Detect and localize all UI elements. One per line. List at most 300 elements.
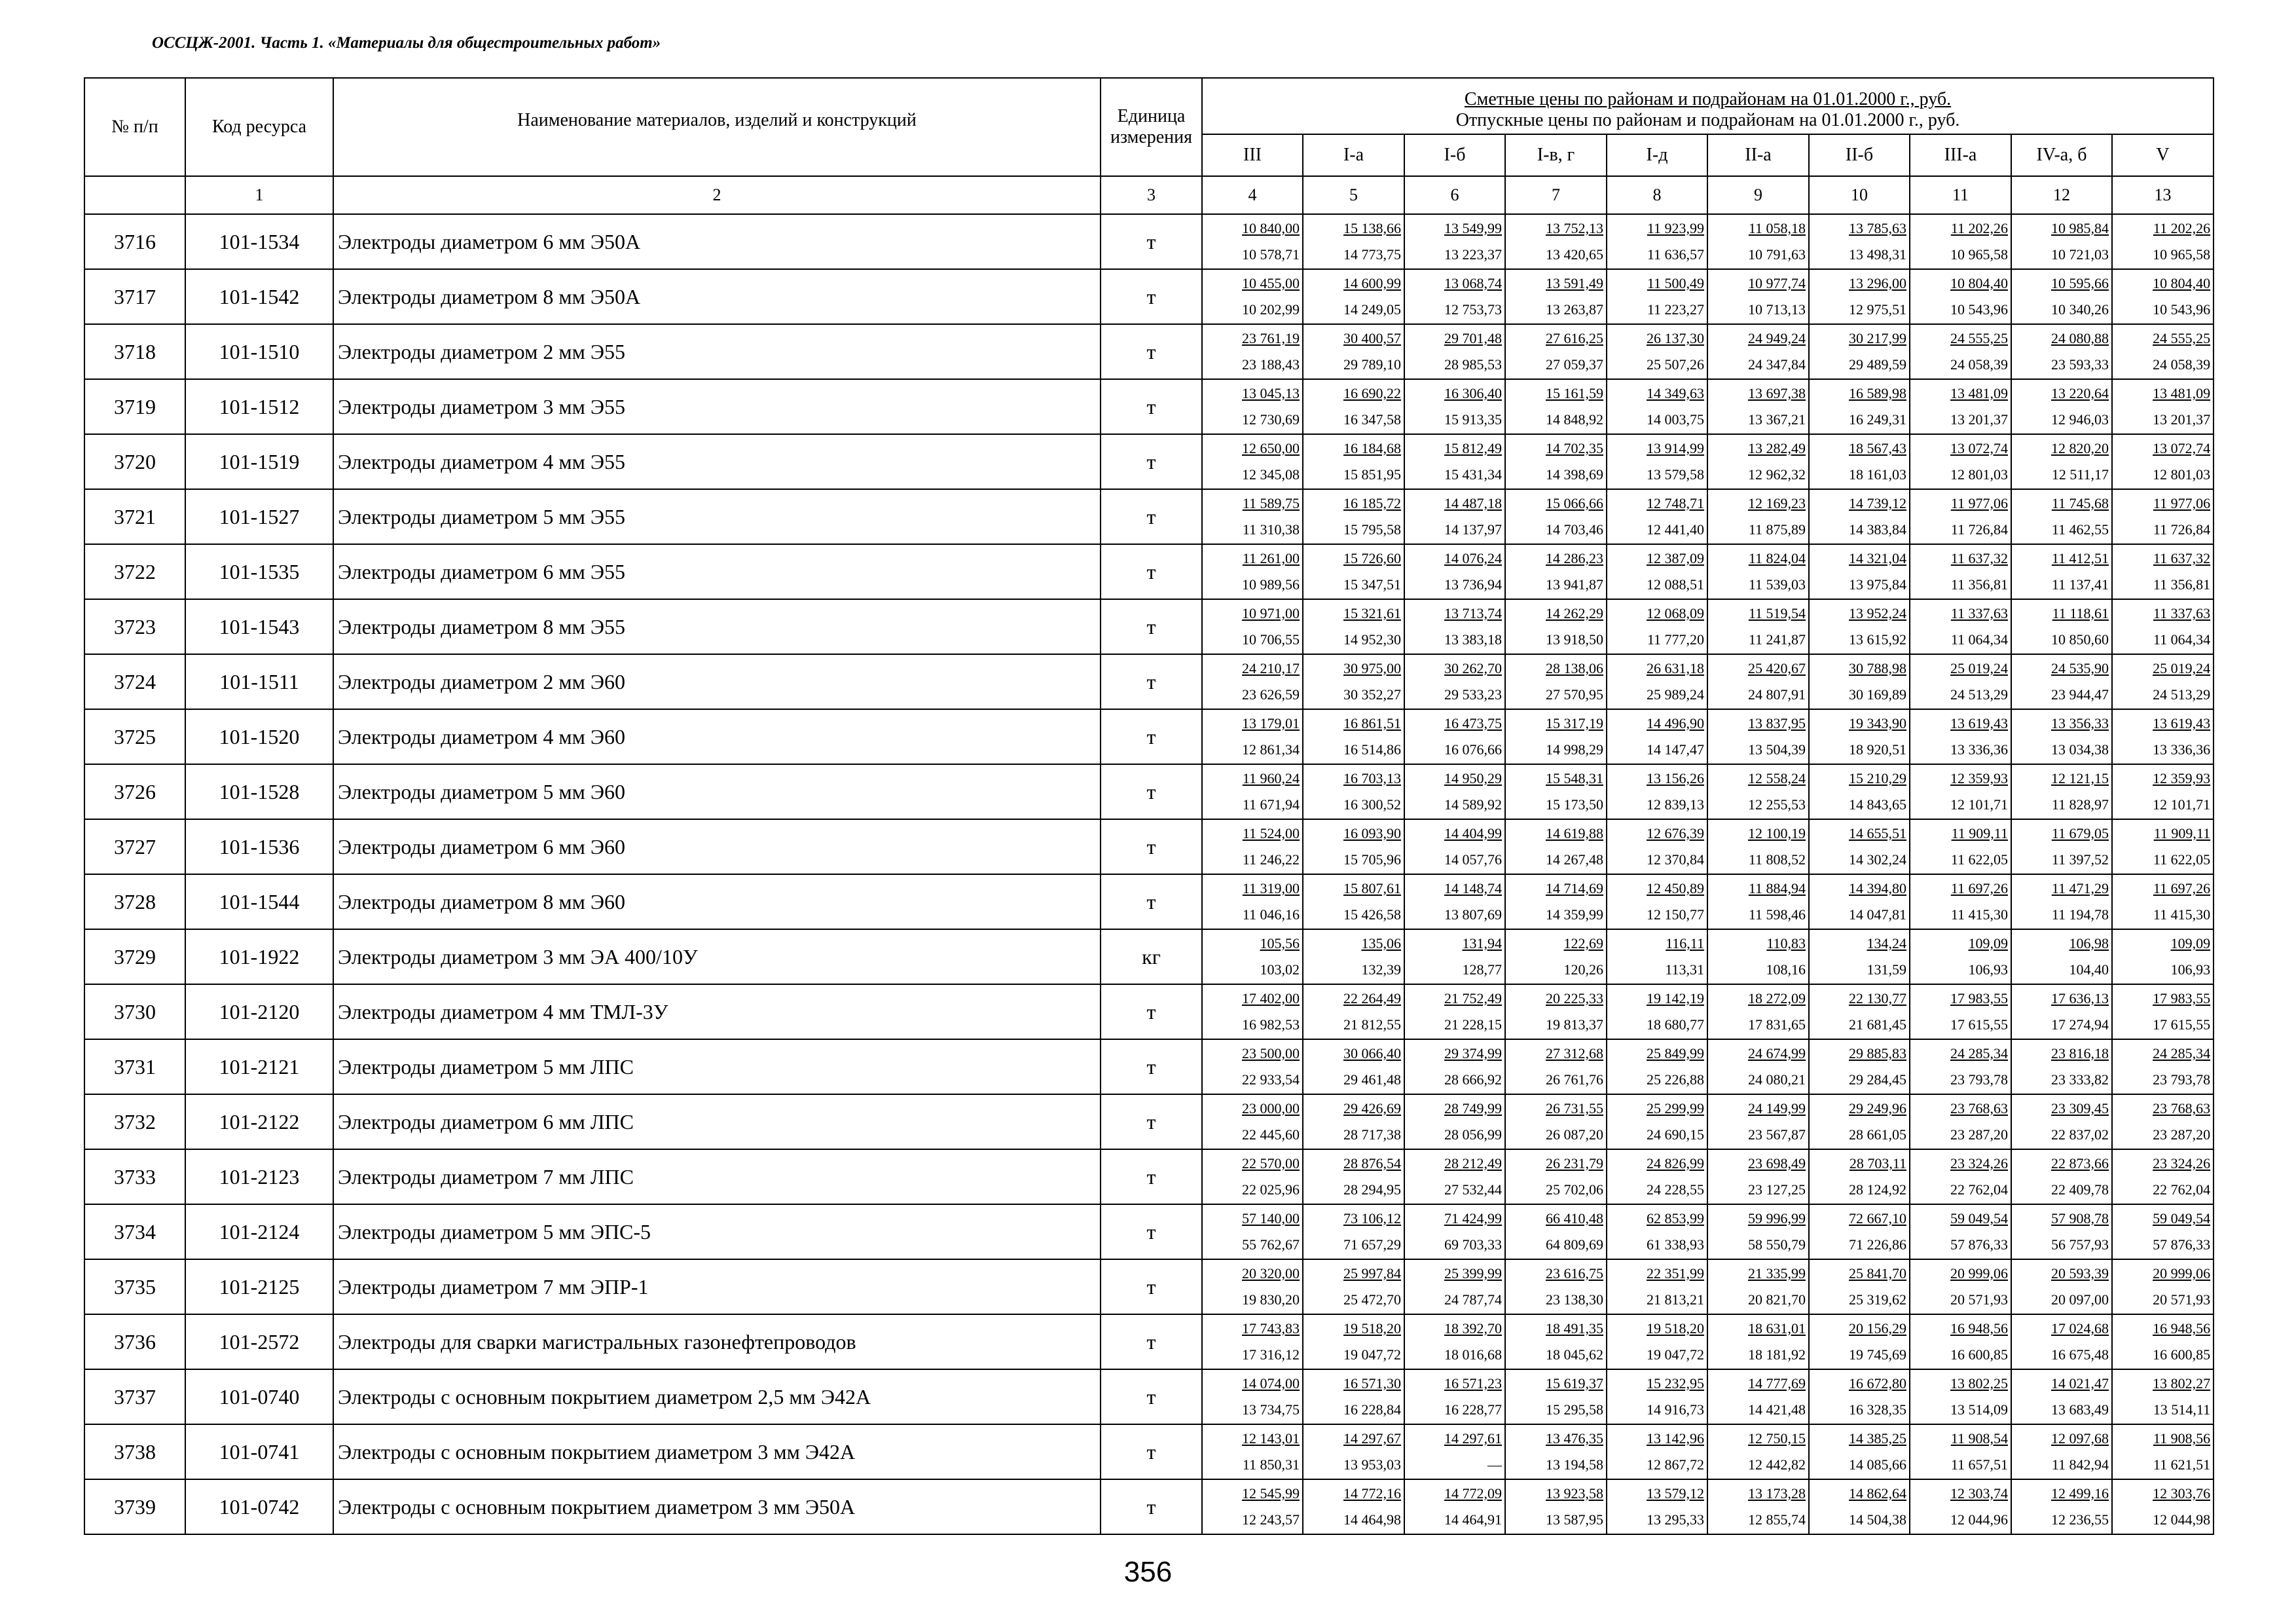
unit-of-measure: т — [1101, 1479, 1202, 1534]
material-name: Электроды диаметром 5 мм ЛПС — [333, 1039, 1101, 1094]
estimate-price: 19 518,20 — [1343, 1320, 1401, 1337]
price-cell — [1910, 654, 2011, 709]
release-price: 55 762,67 — [1242, 1236, 1300, 1253]
release-price: 13 941,87 — [1546, 576, 1603, 593]
estimate-price: 15 232,95 — [1647, 1375, 1704, 1392]
price-cell — [1505, 874, 1607, 929]
release-price: 13 683,49 — [2051, 1401, 2109, 1418]
table-row — [84, 764, 2214, 819]
column-number: 9 — [1707, 176, 1809, 214]
release-price: 17 274,94 — [2051, 1016, 2109, 1033]
release-price: 64 809,69 — [1546, 1236, 1603, 1253]
price-cell — [1707, 324, 1809, 379]
release-price: 12 101,71 — [1950, 796, 2008, 813]
release-price: 12 946,03 — [2051, 411, 2109, 428]
price-cell — [2011, 544, 2112, 599]
price-cell — [1505, 269, 1607, 324]
estimate-price: 11 977,06 — [1950, 495, 2008, 511]
price-cell — [2011, 1204, 2112, 1259]
price-cell — [1202, 1204, 1303, 1259]
price-cell — [2112, 1314, 2214, 1369]
estimate-price: 72 667,10 — [1849, 1210, 1906, 1227]
release-price: 11 539,03 — [1748, 576, 1806, 593]
estimate-price: 12 303,74 — [1950, 1485, 2008, 1502]
estimate-price: 13 481,09 — [1950, 385, 2008, 401]
release-price: 22 933,54 — [1242, 1071, 1300, 1088]
estimate-price: 16 690,22 — [1343, 385, 1401, 401]
estimate-price: 57 140,00 — [1242, 1210, 1300, 1227]
release-price: 13 504,39 — [1748, 741, 1806, 758]
column-number: 3 — [1101, 176, 1202, 214]
price-cell — [2011, 1094, 2112, 1149]
estimate-price: 11 471,29 — [2051, 880, 2109, 896]
estimate-price: 71 424,99 — [1444, 1210, 1502, 1227]
release-price: 29 489,59 — [1849, 356, 1906, 373]
price-cell — [1707, 1259, 1809, 1314]
release-price: 11 726,84 — [2153, 521, 2211, 538]
price-cell — [1202, 544, 1303, 599]
release-price: 13 194,58 — [1546, 1456, 1603, 1473]
release-price: 13 615,92 — [1849, 631, 1906, 648]
estimate-price: 134,24 — [1867, 935, 1906, 951]
release-price: 13 201,37 — [2153, 411, 2211, 428]
price-cell — [2112, 324, 2214, 379]
estimate-price: 23 816,18 — [2051, 1045, 2109, 1061]
price-cell — [2112, 1149, 2214, 1204]
price-cell — [1809, 1369, 1910, 1424]
price-cell — [1404, 709, 1505, 764]
unit-of-measure: кг — [1101, 929, 1202, 984]
release-price: 20 821,70 — [1748, 1291, 1806, 1308]
resource-code: 101-1535 — [185, 544, 333, 599]
table-row — [84, 874, 2214, 929]
estimate-price: 20 156,29 — [1849, 1320, 1906, 1337]
price-cell — [1707, 544, 1809, 599]
release-price: 14 703,46 — [1546, 521, 1603, 538]
price-cell — [1707, 1369, 1809, 1424]
estimate-price: 106,98 — [2069, 935, 2109, 951]
price-cell — [1505, 1479, 1607, 1534]
release-price: 21 681,45 — [1849, 1016, 1906, 1033]
price-cell — [1607, 764, 1707, 819]
price-cell — [1809, 489, 1910, 544]
estimate-price: 11 923,99 — [1647, 220, 1704, 236]
release-price: 61 338,93 — [1647, 1236, 1704, 1253]
unit-of-measure: т — [1101, 1424, 1202, 1479]
estimate-price: 18 631,01 — [1748, 1320, 1806, 1337]
estimate-price: 20 999,06 — [2153, 1265, 2211, 1282]
price-cell — [1607, 984, 1707, 1039]
row-position: 3732 — [84, 1094, 185, 1149]
estimate-price: 13 072,74 — [2153, 440, 2211, 456]
price-cell — [1910, 709, 2011, 764]
price-cell — [1809, 929, 1910, 984]
row-position: 3730 — [84, 984, 185, 1039]
price-cell — [1607, 379, 1707, 434]
price-cell — [1809, 709, 1910, 764]
release-price: 11 828,97 — [2051, 796, 2109, 813]
table-row — [84, 1204, 2214, 1259]
estimate-price: 13 837,95 — [1748, 715, 1806, 731]
price-cell — [1404, 1314, 1505, 1369]
release-price: 11 622,05 — [2153, 851, 2211, 868]
material-name: Электроды диаметром 8 мм Э55 — [333, 599, 1101, 654]
estimate-price: 22 570,00 — [1242, 1155, 1300, 1172]
estimate-price: 11 500,49 — [1647, 275, 1704, 291]
price-cell — [2011, 984, 2112, 1039]
release-price: 27 059,37 — [1546, 356, 1603, 373]
release-price: 22 762,04 — [2153, 1181, 2211, 1198]
material-name: Электроды диаметром 2 мм Э55 — [333, 324, 1101, 379]
region-head: II-а — [1707, 134, 1809, 176]
price-cell — [2112, 434, 2214, 489]
price-cell — [2112, 599, 2214, 654]
release-price: 14 464,98 — [1343, 1511, 1401, 1528]
estimate-price: 11 909,11 — [1951, 825, 2008, 841]
unit-of-measure: т — [1101, 764, 1202, 819]
row-position: 3721 — [84, 489, 185, 544]
estimate-price: 105,56 — [1260, 935, 1300, 951]
estimate-price: 16 093,90 — [1343, 825, 1401, 841]
material-name: Электроды диаметром 5 мм ЭПС-5 — [333, 1204, 1101, 1259]
price-cell — [1607, 1424, 1707, 1479]
price-cell — [1303, 874, 1404, 929]
resource-code: 101-2123 — [185, 1149, 333, 1204]
column-number-blank — [84, 176, 185, 214]
unit-of-measure: т — [1101, 984, 1202, 1039]
estimate-price: 110,83 — [1766, 935, 1806, 951]
release-price: 24 228,55 — [1647, 1181, 1704, 1198]
price-cell — [1707, 489, 1809, 544]
release-price: 16 982,53 — [1242, 1016, 1300, 1033]
release-price: 12 442,82 — [1748, 1456, 1806, 1473]
price-cell — [1303, 1039, 1404, 1094]
region-head: I-а — [1303, 134, 1404, 176]
material-name: Электроды диаметром 7 мм ЭПР-1 — [333, 1259, 1101, 1314]
release-price: 11 850,31 — [1242, 1456, 1300, 1473]
price-cell — [1607, 489, 1707, 544]
price-cell — [2112, 1424, 2214, 1479]
release-price: 23 567,87 — [1748, 1126, 1806, 1143]
price-cell — [1505, 1039, 1607, 1094]
estimate-price: 13 785,63 — [1849, 220, 1906, 236]
estimate-price: 22 264,49 — [1343, 990, 1401, 1006]
release-price: 104,40 — [2069, 961, 2109, 978]
price-cell — [2011, 599, 2112, 654]
price-cell — [1607, 269, 1707, 324]
release-price: 24 058,39 — [2153, 356, 2211, 373]
release-price: 106,93 — [2170, 961, 2211, 978]
price-cell — [1404, 654, 1505, 709]
release-price: 12 801,03 — [1950, 466, 2008, 483]
release-price: 30 169,89 — [1849, 686, 1906, 703]
release-price: 12 861,34 — [1242, 741, 1300, 758]
release-price: 11 223,27 — [1647, 301, 1704, 318]
estimate-price: 14 286,23 — [1546, 550, 1603, 566]
resource-code: 101-1511 — [185, 654, 333, 709]
estimate-price: 13 923,58 — [1546, 1485, 1603, 1502]
release-price: 25 226,88 — [1647, 1071, 1704, 1088]
price-cell — [1202, 709, 1303, 764]
release-price: 11 356,81 — [2153, 576, 2211, 593]
material-name: Электроды для сварки магистральных газонефтепроводов — [333, 1314, 1101, 1369]
estimate-price: 19 142,19 — [1647, 990, 1704, 1006]
region-head: I-в, г — [1505, 134, 1607, 176]
price-cell — [2011, 1369, 2112, 1424]
price-cell — [1607, 1094, 1707, 1149]
release-price: 15 426,58 — [1343, 906, 1401, 923]
row-position: 3727 — [84, 819, 185, 874]
estimate-price: 28 749,99 — [1444, 1100, 1502, 1116]
estimate-price: 15 812,49 — [1444, 440, 1502, 456]
estimate-price: 122,69 — [1563, 935, 1603, 951]
price-cell — [1404, 874, 1505, 929]
price-cell — [1910, 544, 2011, 599]
price-cell — [1809, 269, 1910, 324]
release-price: 12 243,57 — [1242, 1511, 1300, 1528]
release-price: 13 263,87 — [1546, 301, 1603, 318]
price-cell — [2011, 434, 2112, 489]
estimate-price: 23 000,00 — [1242, 1100, 1300, 1116]
material-name: Электроды диаметром 4 мм Э60 — [333, 709, 1101, 764]
region-head: I-б — [1404, 134, 1505, 176]
release-price: 11 046,16 — [1242, 906, 1300, 923]
release-price: 30 352,27 — [1343, 686, 1401, 703]
release-price: 29 461,48 — [1343, 1071, 1401, 1088]
release-price: 13 498,31 — [1849, 246, 1906, 263]
column-number: 8 — [1607, 176, 1707, 214]
row-position: 3735 — [84, 1259, 185, 1314]
estimate-price: 13 802,25 — [1950, 1375, 2008, 1392]
price-cell — [1404, 819, 1505, 874]
row-position: 3723 — [84, 599, 185, 654]
release-price: 16 347,58 — [1343, 411, 1401, 428]
price-cell — [1607, 324, 1707, 379]
estimate-price: 17 402,00 — [1242, 990, 1300, 1006]
estimate-price: 13 713,74 — [1444, 605, 1502, 621]
estimate-price: 29 426,69 — [1343, 1100, 1401, 1116]
release-price: 19 047,72 — [1647, 1346, 1704, 1363]
estimate-price: 10 840,00 — [1242, 220, 1300, 236]
price-cell — [1404, 1369, 1505, 1424]
estimate-price: 13 619,43 — [1950, 715, 2008, 731]
release-price: 17 615,55 — [1950, 1016, 2008, 1033]
estimate-price: 21 752,49 — [1444, 990, 1502, 1006]
material-name: Электроды диаметром 6 мм Э55 — [333, 544, 1101, 599]
estimate-price: 19 518,20 — [1647, 1320, 1704, 1337]
release-price: 17 831,65 — [1748, 1016, 1806, 1033]
price-cell — [1910, 214, 2011, 269]
resource-code: 101-1534 — [185, 214, 333, 269]
unit-of-measure: т — [1101, 434, 1202, 489]
release-price: 13 587,95 — [1546, 1511, 1603, 1528]
release-price: 10 543,96 — [2153, 301, 2211, 318]
estimate-price: 27 616,25 — [1546, 330, 1603, 346]
price-cell — [1910, 1094, 2011, 1149]
estimate-price: 109,09 — [1968, 935, 2008, 951]
estimate-price: 15 726,60 — [1343, 550, 1401, 566]
release-price: 13 336,36 — [2153, 741, 2211, 758]
release-price: 22 445,60 — [1242, 1126, 1300, 1143]
release-price: 12 867,72 — [1647, 1456, 1704, 1473]
price-cell — [2011, 269, 2112, 324]
release-price: 18 920,51 — [1849, 741, 1906, 758]
price-cell — [1202, 1094, 1303, 1149]
unit-of-measure: т — [1101, 874, 1202, 929]
price-cell — [1607, 434, 1707, 489]
release-price: 28 056,99 — [1444, 1126, 1502, 1143]
estimate-price: 11 412,51 — [2051, 550, 2109, 566]
unit-of-measure: т — [1101, 1039, 1202, 1094]
material-name: Электроды диаметром 2 мм Э60 — [333, 654, 1101, 709]
estimate-price: 14 950,29 — [1444, 770, 1502, 786]
price-cell — [1505, 1149, 1607, 1204]
estimate-price: 12 676,39 — [1647, 825, 1704, 841]
estimate-price: 23 768,63 — [2153, 1100, 2211, 1116]
estimate-price: 28 876,54 — [1343, 1155, 1401, 1172]
price-cell — [1910, 599, 2011, 654]
price-cell — [1202, 1149, 1303, 1204]
price-cell — [1707, 1094, 1809, 1149]
release-price: 12 345,08 — [1242, 466, 1300, 483]
price-cell — [1910, 1039, 2011, 1094]
estimate-price: 25 849,99 — [1647, 1045, 1704, 1061]
release-price: 23 138,30 — [1546, 1291, 1603, 1308]
estimate-price: 14 297,67 — [1343, 1430, 1401, 1447]
price-cell — [1202, 1259, 1303, 1314]
price-cell — [1303, 379, 1404, 434]
row-position: 3720 — [84, 434, 185, 489]
estimate-price: 24 285,34 — [1950, 1045, 2008, 1061]
estimate-price: 22 351,99 — [1647, 1265, 1704, 1282]
release-price: 17 615,55 — [2153, 1016, 2211, 1033]
release-price: 12 370,84 — [1647, 851, 1704, 868]
column-number: 7 — [1505, 176, 1607, 214]
unit-of-measure: т — [1101, 1314, 1202, 1369]
release-price: 11 621,51 — [2153, 1456, 2211, 1473]
price-cell — [1404, 1039, 1505, 1094]
material-name: Электроды с основным покрытием диаметром 2,5 мм Э42А — [333, 1369, 1101, 1424]
price-cell — [1505, 1259, 1607, 1314]
price-cell — [1505, 1369, 1607, 1424]
estimate-price: 18 491,35 — [1546, 1320, 1603, 1337]
price-cell — [2011, 214, 2112, 269]
price-cell — [2112, 544, 2214, 599]
release-price: 16 328,35 — [1849, 1401, 1906, 1418]
release-price: 15 347,51 — [1343, 576, 1401, 593]
estimate-price: 13 296,00 — [1849, 275, 1906, 291]
unit-of-measure: т — [1101, 489, 1202, 544]
price-cell — [2011, 874, 2112, 929]
release-price: 10 965,58 — [2153, 246, 2211, 263]
release-price: 69 703,33 — [1444, 1236, 1502, 1253]
price-cell — [1707, 874, 1809, 929]
estimate-price: 11 589,75 — [1242, 495, 1300, 511]
release-price: 21 228,15 — [1444, 1016, 1502, 1033]
release-price: 20 571,93 — [2153, 1291, 2211, 1308]
release-price: 13 201,37 — [1950, 411, 2008, 428]
estimate-price: 11 908,56 — [2153, 1430, 2211, 1447]
row-position: 3728 — [84, 874, 185, 929]
price-cell — [2011, 1039, 2112, 1094]
price-cell — [1505, 1424, 1607, 1479]
price-cell — [1303, 1479, 1404, 1534]
estimate-price: 24 555,25 — [1950, 330, 2008, 346]
price-cell — [1404, 544, 1505, 599]
price-cell — [1303, 929, 1404, 984]
unit-of-measure: т — [1101, 1149, 1202, 1204]
price-cell — [1707, 214, 1809, 269]
release-price: 12 150,77 — [1647, 906, 1704, 923]
price-cell — [1202, 1479, 1303, 1534]
price-cell — [1707, 599, 1809, 654]
release-price: 12 101,71 — [2153, 796, 2211, 813]
price-cell — [1404, 379, 1505, 434]
release-price: 57 876,33 — [2153, 1236, 2211, 1253]
price-cell — [1404, 764, 1505, 819]
estimate-price: 19 343,90 — [1849, 715, 1906, 731]
estimate-price: 59 049,54 — [2153, 1210, 2211, 1227]
release-price: 23 333,82 — [2051, 1071, 2109, 1088]
estimate-price: 14 772,09 — [1444, 1485, 1502, 1502]
release-price: 11 808,52 — [1748, 851, 1806, 868]
release-price: 14 003,75 — [1647, 411, 1704, 428]
estimate-price: 17 024,68 — [2051, 1320, 2109, 1337]
unit-of-measure: т — [1101, 709, 1202, 764]
table-row — [84, 1039, 2214, 1094]
estimate-price: 15 161,59 — [1546, 385, 1603, 401]
release-price: 14 147,47 — [1647, 741, 1704, 758]
price-cell — [1202, 434, 1303, 489]
price-cell — [1404, 489, 1505, 544]
resource-code: 101-0740 — [185, 1369, 333, 1424]
estimate-price: 16 306,40 — [1444, 385, 1502, 401]
material-name: Электроды диаметром 6 мм ЛПС — [333, 1094, 1101, 1149]
estimate-price: 15 210,29 — [1849, 770, 1906, 786]
estimate-price: 13 591,49 — [1546, 275, 1603, 291]
table-row — [84, 819, 2214, 874]
price-cell — [1202, 1039, 1303, 1094]
price-cell — [1910, 1204, 2011, 1259]
table-row — [84, 379, 2214, 434]
estimate-price: 12 097,68 — [2051, 1430, 2109, 1447]
release-price: 29 533,23 — [1444, 686, 1502, 703]
release-price: 131,59 — [1867, 961, 1906, 978]
estimate-price: 25 420,67 — [1748, 660, 1806, 676]
release-price: 14 085,66 — [1849, 1456, 1906, 1473]
estimate-price: 11 977,06 — [2153, 495, 2211, 511]
release-price: 13 223,37 — [1444, 246, 1502, 263]
release-price: 25 319,62 — [1849, 1291, 1906, 1308]
material-name: Электроды диаметром 4 мм Э55 — [333, 434, 1101, 489]
col-head-code: Код ресурса — [185, 78, 333, 176]
release-price: 16 514,86 — [1343, 741, 1401, 758]
price-cell — [1809, 379, 1910, 434]
price-cell — [2112, 819, 2214, 874]
release-price: 10 713,13 — [1748, 301, 1806, 318]
estimate-price: 11 202,26 — [2153, 220, 2211, 236]
row-position: 3737 — [84, 1369, 185, 1424]
release-price: 11 726,84 — [1950, 521, 2008, 538]
price-cell — [2011, 379, 2112, 434]
release-price: 28 661,05 — [1849, 1126, 1906, 1143]
price-cell — [1303, 544, 1404, 599]
price-cell — [1202, 764, 1303, 819]
price-cell — [2011, 1259, 2112, 1314]
estimate-price: 15 317,19 — [1546, 715, 1603, 731]
estimate-price: 11 637,32 — [2153, 550, 2211, 566]
price-cell — [1303, 599, 1404, 654]
